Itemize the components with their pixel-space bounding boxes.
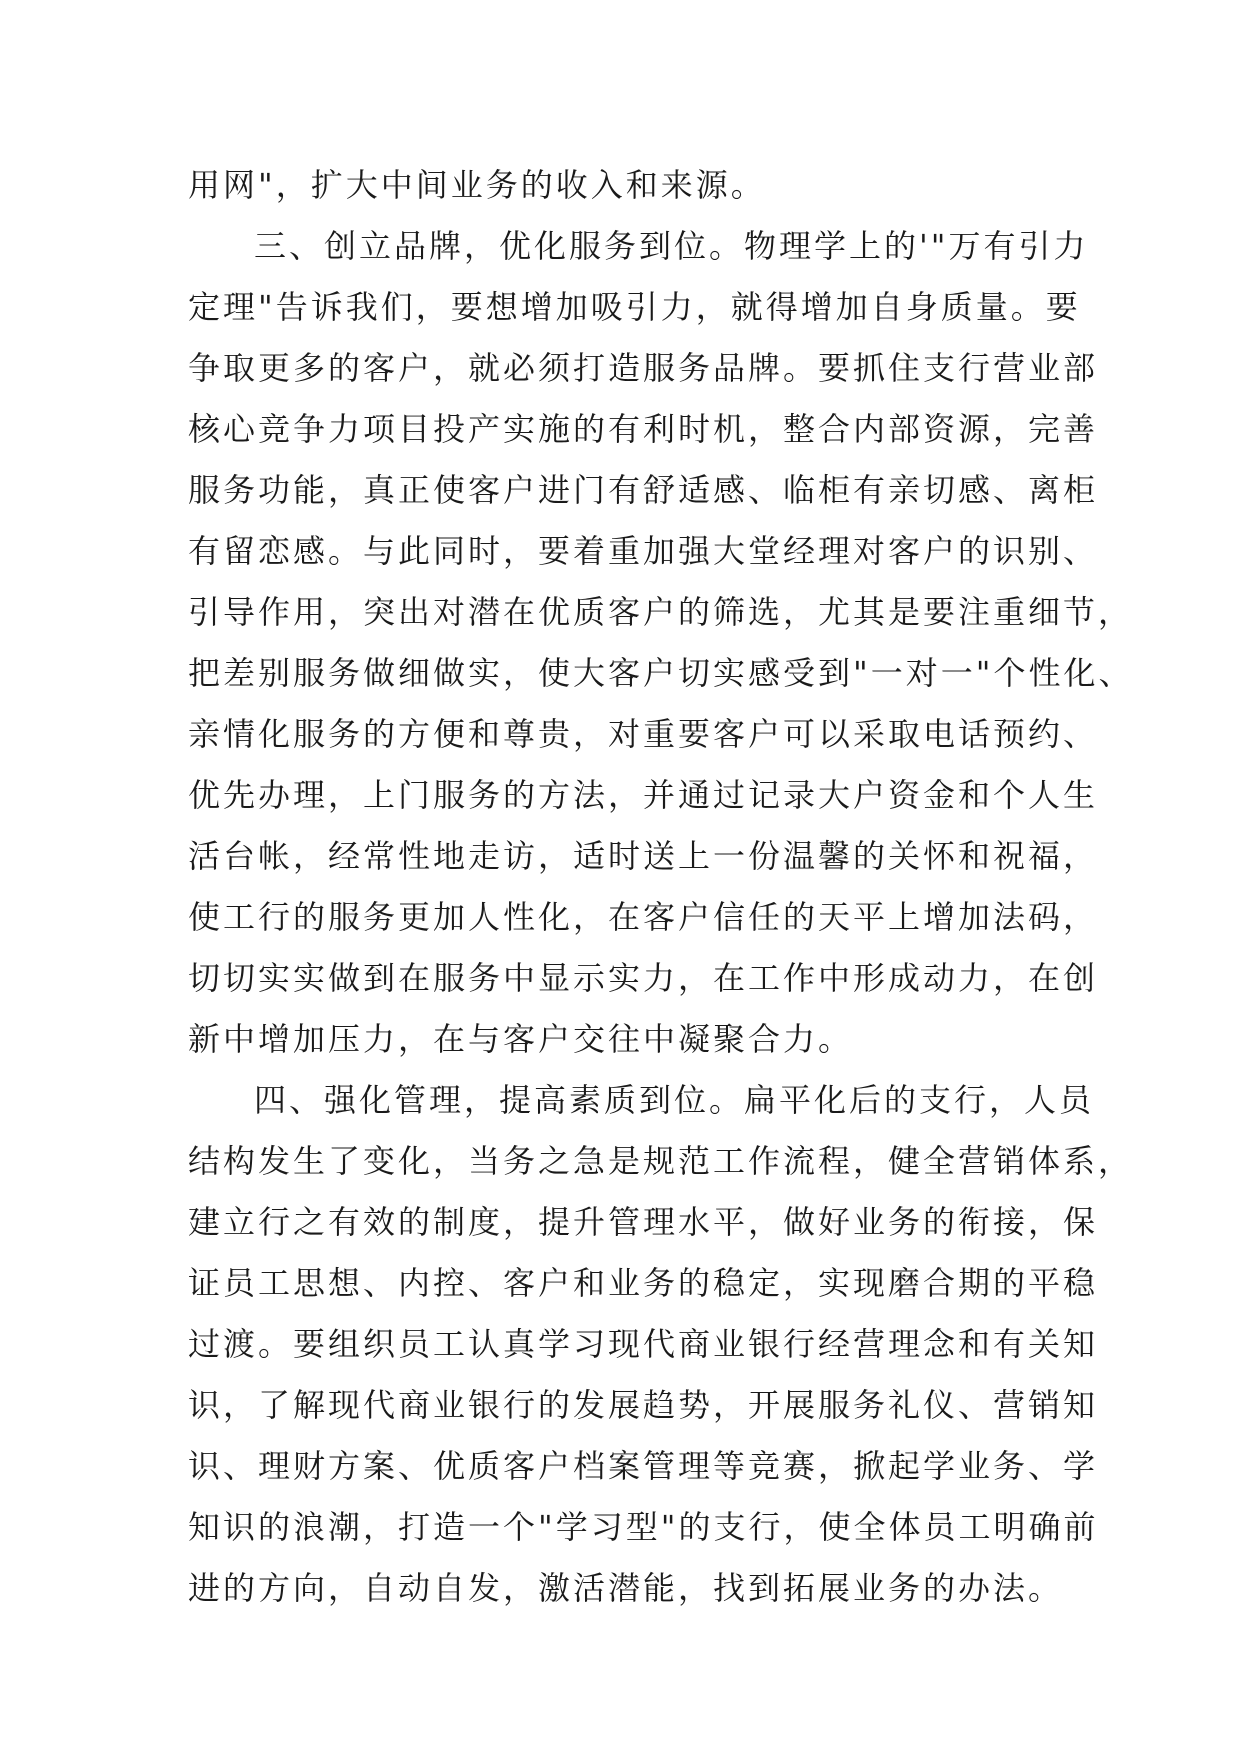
text-line: 核心竞争力项目投产实施的有利时机，整合内部资源，完善 (188, 410, 1099, 448)
text-line: 使工行的服务更加人性化，在客户信任的天平上增加法码， (188, 898, 1099, 936)
text-line: 引导作用，突出对潜在优质客户的筛选，尤其是要注重细节， (188, 593, 1134, 631)
text-line: 用网"，扩大中间业务的收入和来源。 (188, 166, 766, 204)
text-line: 识、理财方案、优质客户档案管理等竞赛，掀起学业务、学 (188, 1447, 1099, 1485)
text-line: 过渡。要组织员工认真学习现代商业银行经营理念和有关知 (188, 1325, 1099, 1363)
text-line: 识，了解现代商业银行的发展趋势，开展服务礼仪、营销知 (188, 1386, 1099, 1424)
paragraph-start-line: 四、强化管理，提高素质到位。扁平化后的支行，人员 (254, 1081, 1095, 1119)
text-line: 有留恋感。与此同时，要着重加强大堂经理对客户的识别、 (188, 532, 1099, 570)
body-text (188, 155, 1134, 1619)
text-line: 新中增加压力，在与客户交往中凝聚合力。 (188, 1020, 854, 1058)
paragraph-start-line: 三、创立品牌，优化服务到位。物理学上的'"万有引力 (254, 227, 1089, 265)
text-line: 进的方向，自动自发，激活潜能，找到拓展业务的办法。 (188, 1569, 1064, 1607)
text-line: 服务功能，真正使客户进门有舒适感、临柜有亲切感、离柜 (188, 471, 1099, 509)
text-line: 建立行之有效的制度，提升管理水平，做好业务的衔接，保 (188, 1203, 1099, 1241)
text-line: 知识的浪潮，打造一个"学习型"的支行，使全体员工明确前 (188, 1508, 1099, 1546)
text-line: 切切实实做到在服务中显示实力，在工作中形成动力，在创 (188, 959, 1099, 997)
text-line: 亲情化服务的方便和尊贵，对重要客户可以采取电话预约、 (188, 715, 1099, 753)
text-line: 定理"告诉我们，要想增加吸引力，就得增加自身质量。要 (188, 288, 1081, 326)
text-line: 把差别服务做细做实，使大客户切实感受到"一对一"个性化、 (188, 654, 1134, 692)
text-line: 争取更多的客户，就必须打造服务品牌。要抓住支行营业部 (188, 349, 1099, 387)
text-line: 结构发生了变化，当务之急是规范工作流程，健全营销体系， (188, 1142, 1134, 1180)
text-line: 优先办理，上门服务的方法，并通过记录大户资金和个人生 (188, 776, 1099, 814)
text-line: 证员工思想、内控、客户和业务的稳定，实现磨合期的平稳 (188, 1264, 1099, 1302)
text-line: 活台帐，经常性地走访，适时送上一份温馨的关怀和祝福， (188, 837, 1099, 875)
